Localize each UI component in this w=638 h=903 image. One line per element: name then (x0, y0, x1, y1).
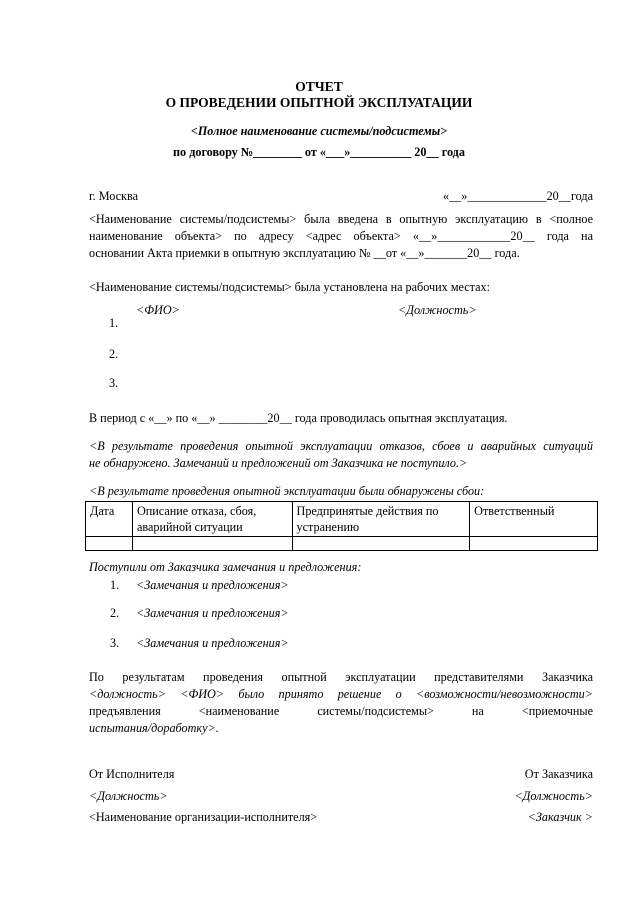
decision-line-4: испытания/доработку>. (89, 721, 219, 735)
workplace-number-1: 1. (109, 316, 119, 330)
period-text: В период с «__» по «__» ________20__ года проводилась опытная эксплуатация. (89, 411, 508, 425)
workplace-number-2: 2. (109, 347, 119, 361)
contract-line: по договору №________ от «___»__________ 20__ года (173, 145, 465, 159)
intro-line-3: основании Акта приемки в опытную эксплуатацию № __от «__»_______20__ года. (89, 246, 520, 260)
city: г. Москва (89, 189, 138, 203)
table-cell (86, 537, 133, 551)
remark-item-3: <Замечания и предложения> (136, 636, 289, 650)
failures-table (85, 501, 598, 551)
table-header-description: Описание отказа, сбоя, аварийной ситуации (132, 502, 292, 537)
report-date: «__»_____________20__года (442, 189, 593, 203)
signature-customer-org: <Заказчик > (527, 810, 593, 824)
remarks-intro: Поступили от Заказчика замечания и предложения: (89, 560, 362, 574)
remark-item-1: <Замечания и предложения> (136, 578, 289, 592)
position-label: <Должность> (398, 303, 477, 317)
table-cell (470, 537, 598, 551)
table-header-date: Дата (86, 502, 133, 537)
table-row (86, 537, 598, 551)
table-header-actions: Предпринятые действия по устранению (292, 502, 470, 537)
no-failures-line-2: не обнаружено. Замечаний и предложений от Заказчика не поступило.> (89, 456, 468, 470)
system-name: <Полное наименование системы/подсистемы> (190, 124, 448, 138)
table-cell (132, 537, 292, 551)
decision-line-3: предъявления <наименование системы/подсистемы> на <приемочные (89, 704, 593, 718)
intro-line-1: <Наименование системы/подсистемы> была введена в опытную эксплуатацию в <полное (89, 212, 593, 226)
remark-number-3: 3. (110, 636, 120, 650)
remark-item-2: <Замечания и предложения> (136, 606, 289, 620)
signature-executor-position: <Должность> (89, 789, 168, 803)
decision-line-1: По результатам проведения опытной эксплуатации представителями Заказчика (89, 670, 593, 684)
signature-customer-position: <Должность> (514, 789, 593, 803)
failures-found-text: <В результате проведения опытной эксплуатации были обнаружены сбои: (89, 484, 485, 498)
signature-customer-from: От Заказчика (524, 767, 593, 781)
remark-number-2: 2. (110, 606, 120, 620)
fio-label: <ФИО> (136, 303, 180, 317)
table-header-row (86, 502, 598, 537)
workplace-number-3: 3. (109, 376, 119, 390)
workplaces-text: <Наименование системы/подсистемы> была установлена на рабочих местах: (89, 280, 491, 294)
document-title: ОТЧЕТ (295, 79, 343, 94)
table-header-responsible: Ответственный (470, 502, 598, 537)
table-cell (292, 537, 470, 551)
remark-number-1: 1. (110, 578, 120, 592)
intro-line-2: наименование объекта> по адресу <адрес объекта> «__»____________20__ года на (89, 229, 593, 243)
signature-executor-from: От Исполнителя (89, 767, 175, 781)
document-subtitle: О ПРОВЕДЕНИИ ОПЫТНОЙ ЭКСПЛУАТАЦИИ (165, 95, 473, 110)
no-failures-line-1: <В результате проведения опытной эксплуатации отказов, сбоев и аварийных ситуаций (89, 439, 593, 453)
signature-executor-org: <Наименование организации-исполнителя> (89, 810, 318, 824)
decision-line-2: <должность> <ФИО> было принято решение о <возможности/невозможности> (89, 687, 593, 701)
